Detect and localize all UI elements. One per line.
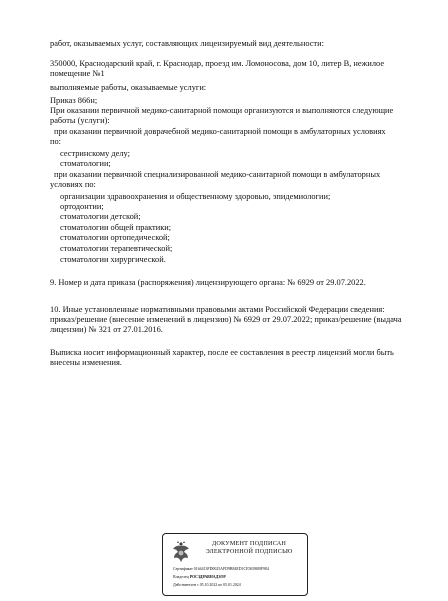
stamp-cert-value: 0164413FD0025AFD9B84ED1CE56580BF984 bbox=[193, 567, 269, 571]
text-line: по: bbox=[50, 137, 61, 146]
stamp-title bbox=[193, 540, 305, 556]
section-10: 10. Иные установленные нормативными правовыми актами Российской Федерации сведения: bbox=[50, 305, 385, 314]
list-item: стоматологии терапевтической; bbox=[60, 244, 173, 253]
list-item: стоматологии общей практики; bbox=[60, 223, 172, 232]
list-item: стоматологии; bbox=[60, 159, 111, 168]
coat-of-arms-icon bbox=[170, 539, 192, 565]
text-line: при оказании первичной доврачебной медико-санитарной помощи в амбулаторных условиях bbox=[54, 127, 386, 136]
text-line: При оказании первичной медико-санитарной помощи организуются и выполняются следующие bbox=[50, 106, 394, 115]
section-10: приказ/решение (внесение изменений в лицензию) № 6929 от 29.07.2022; приказ/решение (выдача bbox=[50, 315, 402, 324]
stamp-title-line: ДОКУМЕНТ ПОДПИСАН bbox=[211, 540, 287, 547]
disclaimer: Выписка носит информационный характер, после ее составления в реестр лицензий могли быть bbox=[50, 348, 394, 357]
list-item: стоматологии хирургической. bbox=[60, 255, 166, 264]
section-10: лицензии) № 321 от 27.01.2016. bbox=[50, 325, 163, 334]
list-item: стоматологии детской; bbox=[60, 212, 141, 221]
stamp-owner-label: Владелец bbox=[173, 575, 189, 579]
section-9: 9. Номер и дата приказа (распоряжения) лицензирующего органа: № 6929 от 29.07.2022. bbox=[50, 278, 366, 287]
stamp-title-line: ЭЛЕКТРОННОЙ ПОДПИСЬЮ bbox=[205, 548, 293, 555]
text-line: условиях по: bbox=[50, 180, 96, 189]
stamp-owner bbox=[173, 575, 226, 580]
text-line: при оказании первичной специализированной медико-санитарной помощи в амбулаторных bbox=[54, 170, 381, 179]
signature-stamp bbox=[162, 533, 308, 596]
address-line: 350000, Краснодарский край, г. Краснодар, проезд им. Ломоносова, дом 10, литер В, нежилое bbox=[50, 59, 385, 68]
list-item: организации здравоохранения и общественному здоровью, эпидемиологии; bbox=[60, 192, 331, 201]
address-line: помещение №1 bbox=[50, 69, 105, 78]
text-line: работы (услуги): bbox=[50, 116, 110, 125]
text-line: выполняемые работы, оказываемые услуги: bbox=[50, 83, 207, 92]
stamp-cert-label: Сертификат bbox=[173, 567, 193, 571]
disclaimer: внесены изменения. bbox=[50, 358, 122, 367]
list-item: стоматологии ортопедической; bbox=[60, 233, 170, 242]
list-item: ортодонтии; bbox=[60, 202, 104, 211]
list-item: сестринскому делу; bbox=[60, 149, 130, 158]
stamp-certificate bbox=[173, 567, 269, 572]
text-line: работ, оказываемых услуг, составляющих лицензируемый вид деятельности: bbox=[50, 39, 324, 48]
text-line: Приказ 866н; bbox=[50, 96, 98, 105]
stamp-validity: Действителен с 05.10.2022 по 05.01.2024 bbox=[173, 583, 241, 587]
stamp-owner-value: РОСЗДРАВНАДЗОР bbox=[189, 575, 226, 579]
